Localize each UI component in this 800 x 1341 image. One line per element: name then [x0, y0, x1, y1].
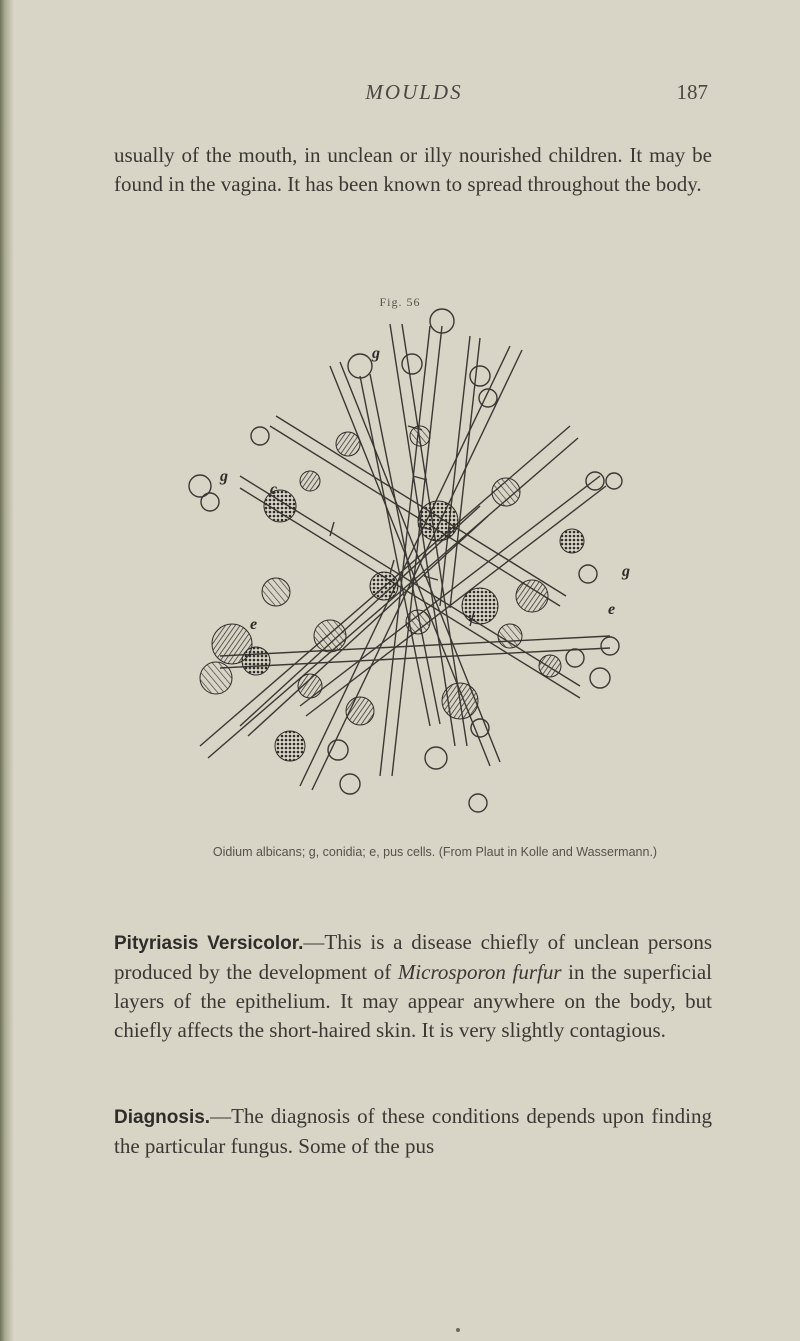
figure-label: Fig. 56 — [379, 295, 421, 309]
label-e-right: e — [608, 601, 616, 618]
label-g-right: g — [622, 563, 630, 580]
page-binding-edge — [0, 0, 14, 1341]
diagnosis-text: —The diagnosis of these conditions depends upon finding the particular fungus. Some of the pus — [114, 1104, 712, 1158]
label-c: c — [270, 481, 278, 498]
paragraph-diagnosis — [114, 1102, 712, 1161]
running-title: MOULDS — [365, 80, 463, 104]
label-g-top: g — [372, 345, 380, 362]
label-e-left: e — [250, 616, 258, 633]
pityriasis-text-after: in the superficial layers of the epithelium. It may appear anywhere on the body, but chiefly affects the short-haired skin. It is very slightly contagious. — [114, 960, 712, 1042]
paragraph-pityriasis — [114, 928, 712, 1045]
page-number: 187 — [676, 80, 708, 104]
label-g-left: g — [220, 468, 228, 485]
pityriasis-text-before: —This is a disease chiefly of unclean persons produced by the development of — [114, 930, 713, 984]
running-head — [114, 80, 714, 112]
oidium-albicans-illustration — [180, 306, 630, 816]
figure-caption: Oidium albicans; g, conidia; e, pus cells. (From Plaut in Kolle and Wassermann.) — [212, 845, 658, 859]
organism-name: Microsporon furfur — [397, 960, 562, 984]
paragraph-continued: usually of the mouth, in unclean or illy nourished children. It may be found in the vagina. It has been known to spread throughout the body. — [114, 143, 712, 196]
heading-diagnosis: Diagnosis. — [114, 1107, 211, 1128]
heading-pityriasis: Pityriasis Versicolor. — [114, 933, 304, 954]
page-mark — [456, 1328, 460, 1332]
